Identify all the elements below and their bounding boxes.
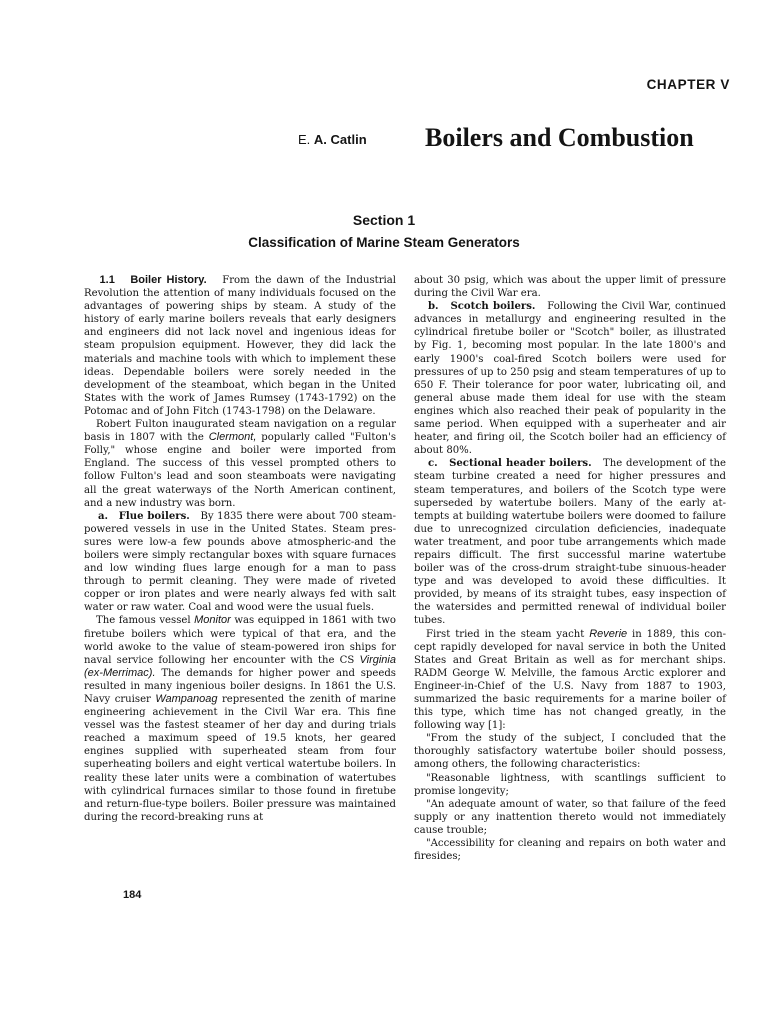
quote-paragraph: "From the study of the subject, I concluded that the thoroughly satisfactory watertube boiler should possess, among others, the following characteristics:	[414, 733, 726, 771]
paragraph-text: By 1835 there were about 700 steam-powered vessels in use in the United States. Steam pressures were low-a few pounds above atmospheric-and the boilers were simply rectangular boxes with square furnaces and low winding flues large enough for a man to pass through to permit cleaning. They were made of riveted copper or iron plates and were nearly always fed with salt water or raw water. Coal and wood were the usual fuels.	[84, 510, 396, 614]
ship-name: Monitor	[194, 614, 231, 627]
section-number: Section 1	[352, 212, 416, 228]
paragraph-monitor	[84, 614, 396, 824]
paragraph-sectional-header	[414, 457, 726, 627]
paragraph-fulton	[84, 418, 396, 510]
right-column	[414, 274, 726, 863]
paragraph-reverie	[414, 628, 726, 733]
left-column	[84, 274, 396, 824]
quote-paragraph: "An adequate amount of water, so that failure of the feed supply or any inattention thereto would not immediately cause trouble;	[414, 798, 726, 836]
paragraph-text: The demands for higher power and speeds resulted in many ingenious boiler designs. In 1861 the U.S. Navy cruiser	[84, 667, 396, 705]
section-title: Classification of Marine Steam Generators	[248, 235, 520, 250]
paragraph-text: The development of the steam turbine created a need for higher pressures and steam temperatures, and boilers of the Scotch type were superseded by watertube boilers. Many of the early attempts at building watertube boilers were doomed to failure due to unrecognized circulation deficiencies, inadequate water treatment, and poor tube arrangements which made repairs difficult. The first successful marine watertube boiler was of the cross-drum straight-tube sinuous-header type and was developed to avoid these difficulties. It provided, by means of its straight tubes, easy inspection of the watersides and permitted renewal of individual boiler tubes.	[414, 458, 726, 627]
ship-name: Virginia (ex-Merrimac).	[84, 653, 396, 679]
ship-name: Wampanoag	[155, 693, 218, 705]
paragraph-flue-boilers	[84, 510, 396, 615]
paragraph-boiler-history	[84, 274, 396, 418]
item-heading: Flue boilers.	[118, 510, 190, 522]
subsection-number: 1.1	[99, 274, 115, 286]
paragraph-text: From the dawn of the Industrial Revolution the attention of many individuals focused on the advantages of powering ships by steam. A study of the history of early marine boilers reveals that early designers and engineers did not lack novel and ingenious ideas for steam propulsion equipment. However, they did lack the materials and machine tools with which to implement these ideas. Dependable boilers were sorely needed in the development of the steamboat, which began in the United States with the work of James Rumsey (1743-1792) on the Potomac and of John Fitch (1743-1798) on the Delaware.	[84, 275, 396, 417]
author-initial: E.	[298, 132, 311, 147]
paragraph-text: in 1889, this concept rapidly developed for naval service in both the United States and Great Britain as well as for merchant ships. RADM George W. Melville, the famous Arctic explorer and Engineer-in-Chief of the U.S. Navy from 1887 to 1903, summarized the basic requirements for a marine boiler of this type, which time has not changed greatly, in the following way [1]:	[414, 628, 726, 732]
paragraph-continued: about 30 psig, which was about the upper limit of pressure during the Civil War era.	[414, 275, 726, 300]
item-letter: b.	[428, 301, 439, 313]
subsection-heading: Boiler History.	[130, 274, 207, 286]
page-number: 184	[123, 889, 142, 901]
item-heading: Sectional header boilers.	[449, 458, 592, 470]
paragraph-scotch-boilers	[414, 300, 726, 457]
item-heading: Scotch boilers.	[450, 301, 536, 313]
paragraph-text: The famous vessel	[96, 615, 191, 627]
quote-paragraph: "Reasonable lightness, with scantlings sufficient to promise longevity;	[414, 772, 726, 797]
author	[298, 132, 367, 147]
paragraph-text: First tried in the steam yacht	[426, 628, 585, 640]
ship-name: Reverie	[589, 627, 628, 640]
chapter-title: Boilers and Combustion	[425, 123, 694, 152]
paragraph-text: Robert Fulton inaugurated steam navigation on a regular basis in 1807 with the	[84, 419, 396, 444]
item-letter: c.	[428, 458, 438, 470]
paragraph-text: popularly called "Fulton's Folly," whose engine and boiler were imported from England. The success of this vessel prompted others to follow Fulton's lead and soon steamboats were navigating all the great waterways of the North American continent, and a new industry was born.	[84, 432, 396, 509]
paragraph-text: Following the Civil War, continued advances in metallurgy and engineering resulted in the cylindrical firetube boiler or "Scotch" boiler, as illustrated by Fig. 1, becoming most popular. In the late 1800's and early 1900's coal-fired Scotch boilers were used for pressures of up to 250 psig and steam temperatures of up to 650 F. Their tolerance for poor water, lubricating oil, and general abuse made them ideal for use with the steam engines which also reached their peak of popularity in the same period. When equipped with a superheater and air heater, and firing oil, the Scotch boiler had an efficiency of about 80%.	[414, 301, 726, 457]
ship-name: Clermont,	[208, 431, 257, 444]
chapter-label: CHAPTER V	[646, 77, 730, 92]
item-letter: a.	[98, 510, 109, 522]
paragraph-text: represented the zenith of marine engineering achievement in the Civil War era. This fine vessel was the fastest steamer of her day and during trials reached a maximum speed of 19.5 knots, her geared engines supplied with superheated steam from four superheating boilers and eight vertical watertube boilers. In reality these later units were a combination of watertubes with cylindrical furnaces similar to those found in firetube and return-flue-type boilers. Boiler pressure was maintained during the record-breaking runs at	[84, 694, 396, 823]
author-name: A. Catlin	[313, 132, 367, 147]
paragraph-text: was equipped in 1861 with two firetube boilers which were typical of that era, and the world awoke to the value of steam-powered iron ships for naval service following her encounter with the CS	[84, 615, 396, 666]
quote-paragraph: "Accessibility for cleaning and repairs on both water and firesides;	[414, 838, 726, 863]
